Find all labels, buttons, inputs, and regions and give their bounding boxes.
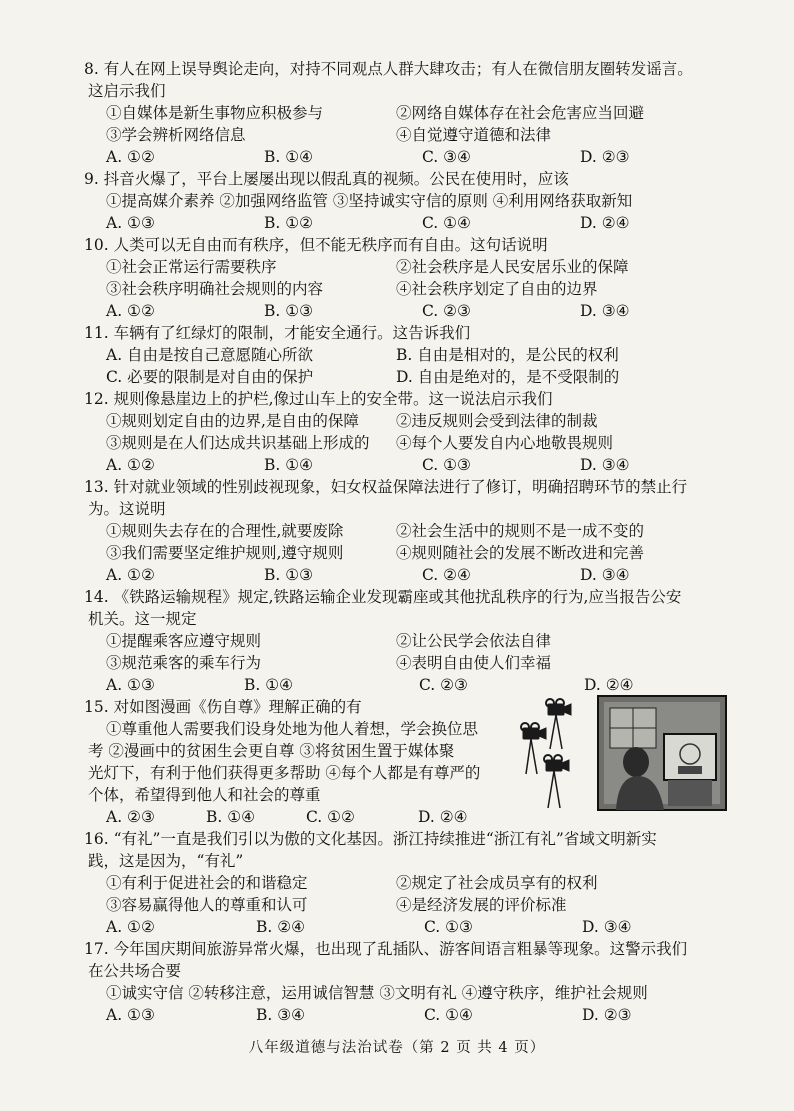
option-row: [88, 344, 736, 366]
choice: D. ③④: [582, 918, 632, 936]
question-12: [84, 388, 736, 476]
choice: B. ①②: [264, 214, 314, 232]
camera-icon: [544, 755, 569, 808]
option-row: [88, 894, 736, 916]
option: ④规则随社会的发展不断改进和完善: [396, 544, 645, 562]
question-stem: 为。这说明: [88, 500, 166, 518]
question-15-text: [84, 696, 513, 828]
choice: B. ②④: [256, 918, 306, 936]
choice-row: [88, 806, 513, 828]
choice: A. ①②: [106, 456, 155, 474]
question-stem: 16. “有礼”一直是我们引以为傲的文化基因。浙江持续推进“浙江有礼”省域文明新实: [84, 830, 657, 848]
choice: B. ③④: [256, 1006, 306, 1024]
option: ③规则是在人们达成共识基础上形成的: [106, 434, 370, 452]
choice: C. ②④: [422, 566, 471, 584]
option: ①提高媒介素养 ②加强网络监管 ③坚持诚实守信的原则 ④利用网络获取新知: [106, 192, 633, 210]
choice: A. ①②: [106, 566, 155, 584]
question-stem: 15. 对如图漫画《伤自尊》理解正确的有: [84, 698, 362, 716]
question-10: [84, 234, 736, 322]
option: ①规则划定自由的边界,是自由的保障: [106, 412, 359, 430]
choice: A. ①②: [106, 918, 155, 936]
option: ②让公民学会依法自律: [396, 632, 552, 650]
choice: A. ①②: [106, 148, 155, 166]
option: ②网络自媒体存在社会危害应当回避: [396, 104, 645, 122]
choice: B. ①④: [264, 148, 314, 166]
choice: C. ③④: [422, 148, 471, 166]
choice-row: [88, 1004, 736, 1026]
option-row: [88, 520, 736, 542]
choice: D. ③④: [580, 566, 630, 584]
choice: B. ①③: [264, 566, 314, 584]
choice: D. ②④: [584, 676, 634, 694]
option: ③我们需要坚定维护规则,遵守规则: [106, 544, 344, 562]
option: ④表明自由使人们幸福: [396, 654, 552, 672]
choice: B. ①④: [244, 676, 294, 694]
choice: D. ③④: [580, 456, 630, 474]
choice: B. ①④: [264, 456, 314, 474]
question-8: [84, 58, 736, 168]
option-row: [88, 278, 736, 300]
option: ①诚实守信 ②转移注意，运用诚信智慧 ③文明有礼 ④遵守秩序，维护社会规则: [106, 984, 648, 1002]
option-row: [88, 366, 736, 388]
choice-row: [88, 454, 736, 476]
question-16: [84, 828, 736, 938]
option: C. 必要的限制是对自由的保护: [106, 368, 314, 386]
option: ②社会生活中的规则不是一成不变的: [396, 522, 645, 540]
option-row: [88, 124, 736, 146]
option: B. 自由是相对的，是公民的权利: [396, 346, 619, 364]
choice-row: [88, 300, 736, 322]
question-stem: 考 ②漫画中的贫困生会更自尊 ③将贫困生置于媒体聚: [88, 742, 455, 760]
cartoon-image: [518, 694, 728, 812]
option: ②社会秩序是人民安居乐业的保障: [396, 258, 629, 276]
question-stem: ①尊重他人需要我们设身处地为他人着想，学会换位思: [106, 720, 479, 738]
option-row: [88, 542, 736, 564]
option: ④是经济发展的评价标准: [396, 896, 567, 914]
question-stem: 在公共场合要: [88, 962, 182, 980]
option: ②违反规则会受到法律的制裁: [396, 412, 598, 430]
choice: D. ②③: [580, 148, 630, 166]
question-stem: 17. 今年国庆期间旅游异常火爆，也出现了乱插队、游客间语言粗暴等现象。这警示我们: [84, 940, 688, 958]
choice: D. ③④: [580, 302, 630, 320]
option: D. 自由是绝对的，是不受限制的: [396, 368, 620, 386]
choice: C. ②③: [419, 676, 468, 694]
question-9: [84, 168, 736, 234]
option: ③学会辨析网络信息: [106, 126, 246, 144]
choice-row: [88, 146, 736, 168]
question-17: [84, 938, 736, 1026]
option: ①社会正常运行需要秩序: [106, 258, 277, 276]
question-stem: 12. 规则像悬崖边上的护栏,像过山车上的安全带。这一说法启示我们: [84, 390, 553, 408]
question-stem: 践，这是因为，“有礼”: [88, 852, 244, 870]
option: ②规定了社会成员享有的权利: [396, 874, 598, 892]
option: A. 自由是按自己意愿随心所欲: [106, 346, 314, 364]
page-footer: 八年级道德与法治试卷（第 2 页 共 4 页）: [248, 1040, 546, 1056]
option-row: [88, 652, 736, 674]
question-stem: 11. 车辆有了红绿灯的限制，才能安全通行。这告诉我们: [84, 324, 471, 342]
question-13: [84, 476, 736, 586]
question-stem: 10. 人类可以无自由而有秩序，但不能无秩序而有自由。这句话说明: [84, 236, 548, 254]
option: ①规则失去存在的合理性,就要废除: [106, 522, 344, 540]
choice: D. ②④: [418, 808, 468, 826]
question-15: [84, 696, 736, 828]
question-stem: 个体，希望得到他人和社会的尊重: [88, 786, 321, 804]
choice: B. ①③: [264, 302, 314, 320]
choice-row: [88, 564, 736, 586]
question-stem: 13. 针对就业领域的性别歧视现象，妇女权益保障法进行了修订，明确招聘环节的禁止行: [84, 478, 688, 496]
choice: C. ①④: [424, 1006, 473, 1024]
question-14: [84, 586, 736, 696]
choice: D. ②③: [582, 1006, 632, 1024]
choice-row: [88, 916, 736, 938]
camera-icon: [546, 699, 571, 749]
option-row: [88, 410, 736, 432]
option: ③规范乘客的乘车行为: [106, 654, 262, 672]
choice: C. ①②: [306, 808, 355, 826]
choice: B. ①④: [206, 808, 256, 826]
option-row: [88, 872, 736, 894]
option: ④自觉遵守道德和法律: [396, 126, 552, 144]
choice: A. ①③: [106, 214, 155, 232]
option: ①自媒体是新生事物应积极参与: [106, 104, 324, 122]
choice-row: [88, 212, 736, 234]
option-row: [88, 432, 736, 454]
option: ④每个人要发自内心地敬畏规则: [396, 434, 614, 452]
choice: A. ①②: [106, 302, 155, 320]
question-stem: 8. 有人在网上误导舆论走向，对持不同观点人群大肆攻击；有人在微信朋友圈转发谣言。: [84, 60, 693, 78]
choice: A. ①③: [106, 1006, 155, 1024]
question-stem: 14. 《铁路运输规程》规定,铁路运输企业发现霸座或其他扰乱秩序的行为,应当报告公安: [84, 588, 682, 606]
option: ④社会秩序划定了自由的边界: [396, 280, 598, 298]
choice: C. ①③: [424, 918, 473, 936]
choice: D. ②④: [580, 214, 630, 232]
option-row: [88, 256, 736, 278]
option: ①有利于促进社会的和谐稳定: [106, 874, 308, 892]
question-stem: 机关。这一规定: [88, 610, 197, 628]
choice-row: [88, 674, 736, 696]
question-stem: 光灯下，有利于他们获得更多帮助 ④每个人都是有尊严的: [88, 764, 481, 782]
choice: C. ①④: [422, 214, 471, 232]
option: ③容易赢得他人的尊重和认可: [106, 896, 308, 914]
option: ③社会秩序明确社会规则的内容: [106, 280, 324, 298]
question-11: [84, 322, 736, 388]
choice: C. ②③: [422, 302, 471, 320]
option: ①提醒乘客应遵守规则: [106, 632, 262, 650]
camera-icon: [521, 723, 546, 774]
question-stem: 这启示我们: [88, 82, 166, 100]
choice: C. ①③: [422, 456, 471, 474]
question-stem: 9. 抖音火爆了，平台上屡屡出现以假乱真的视频。公民在使用时，应该: [84, 170, 569, 188]
choice: A. ①③: [106, 676, 155, 694]
choice: A. ②③: [106, 808, 155, 826]
option-row: [88, 630, 736, 652]
option-row: [88, 102, 736, 124]
